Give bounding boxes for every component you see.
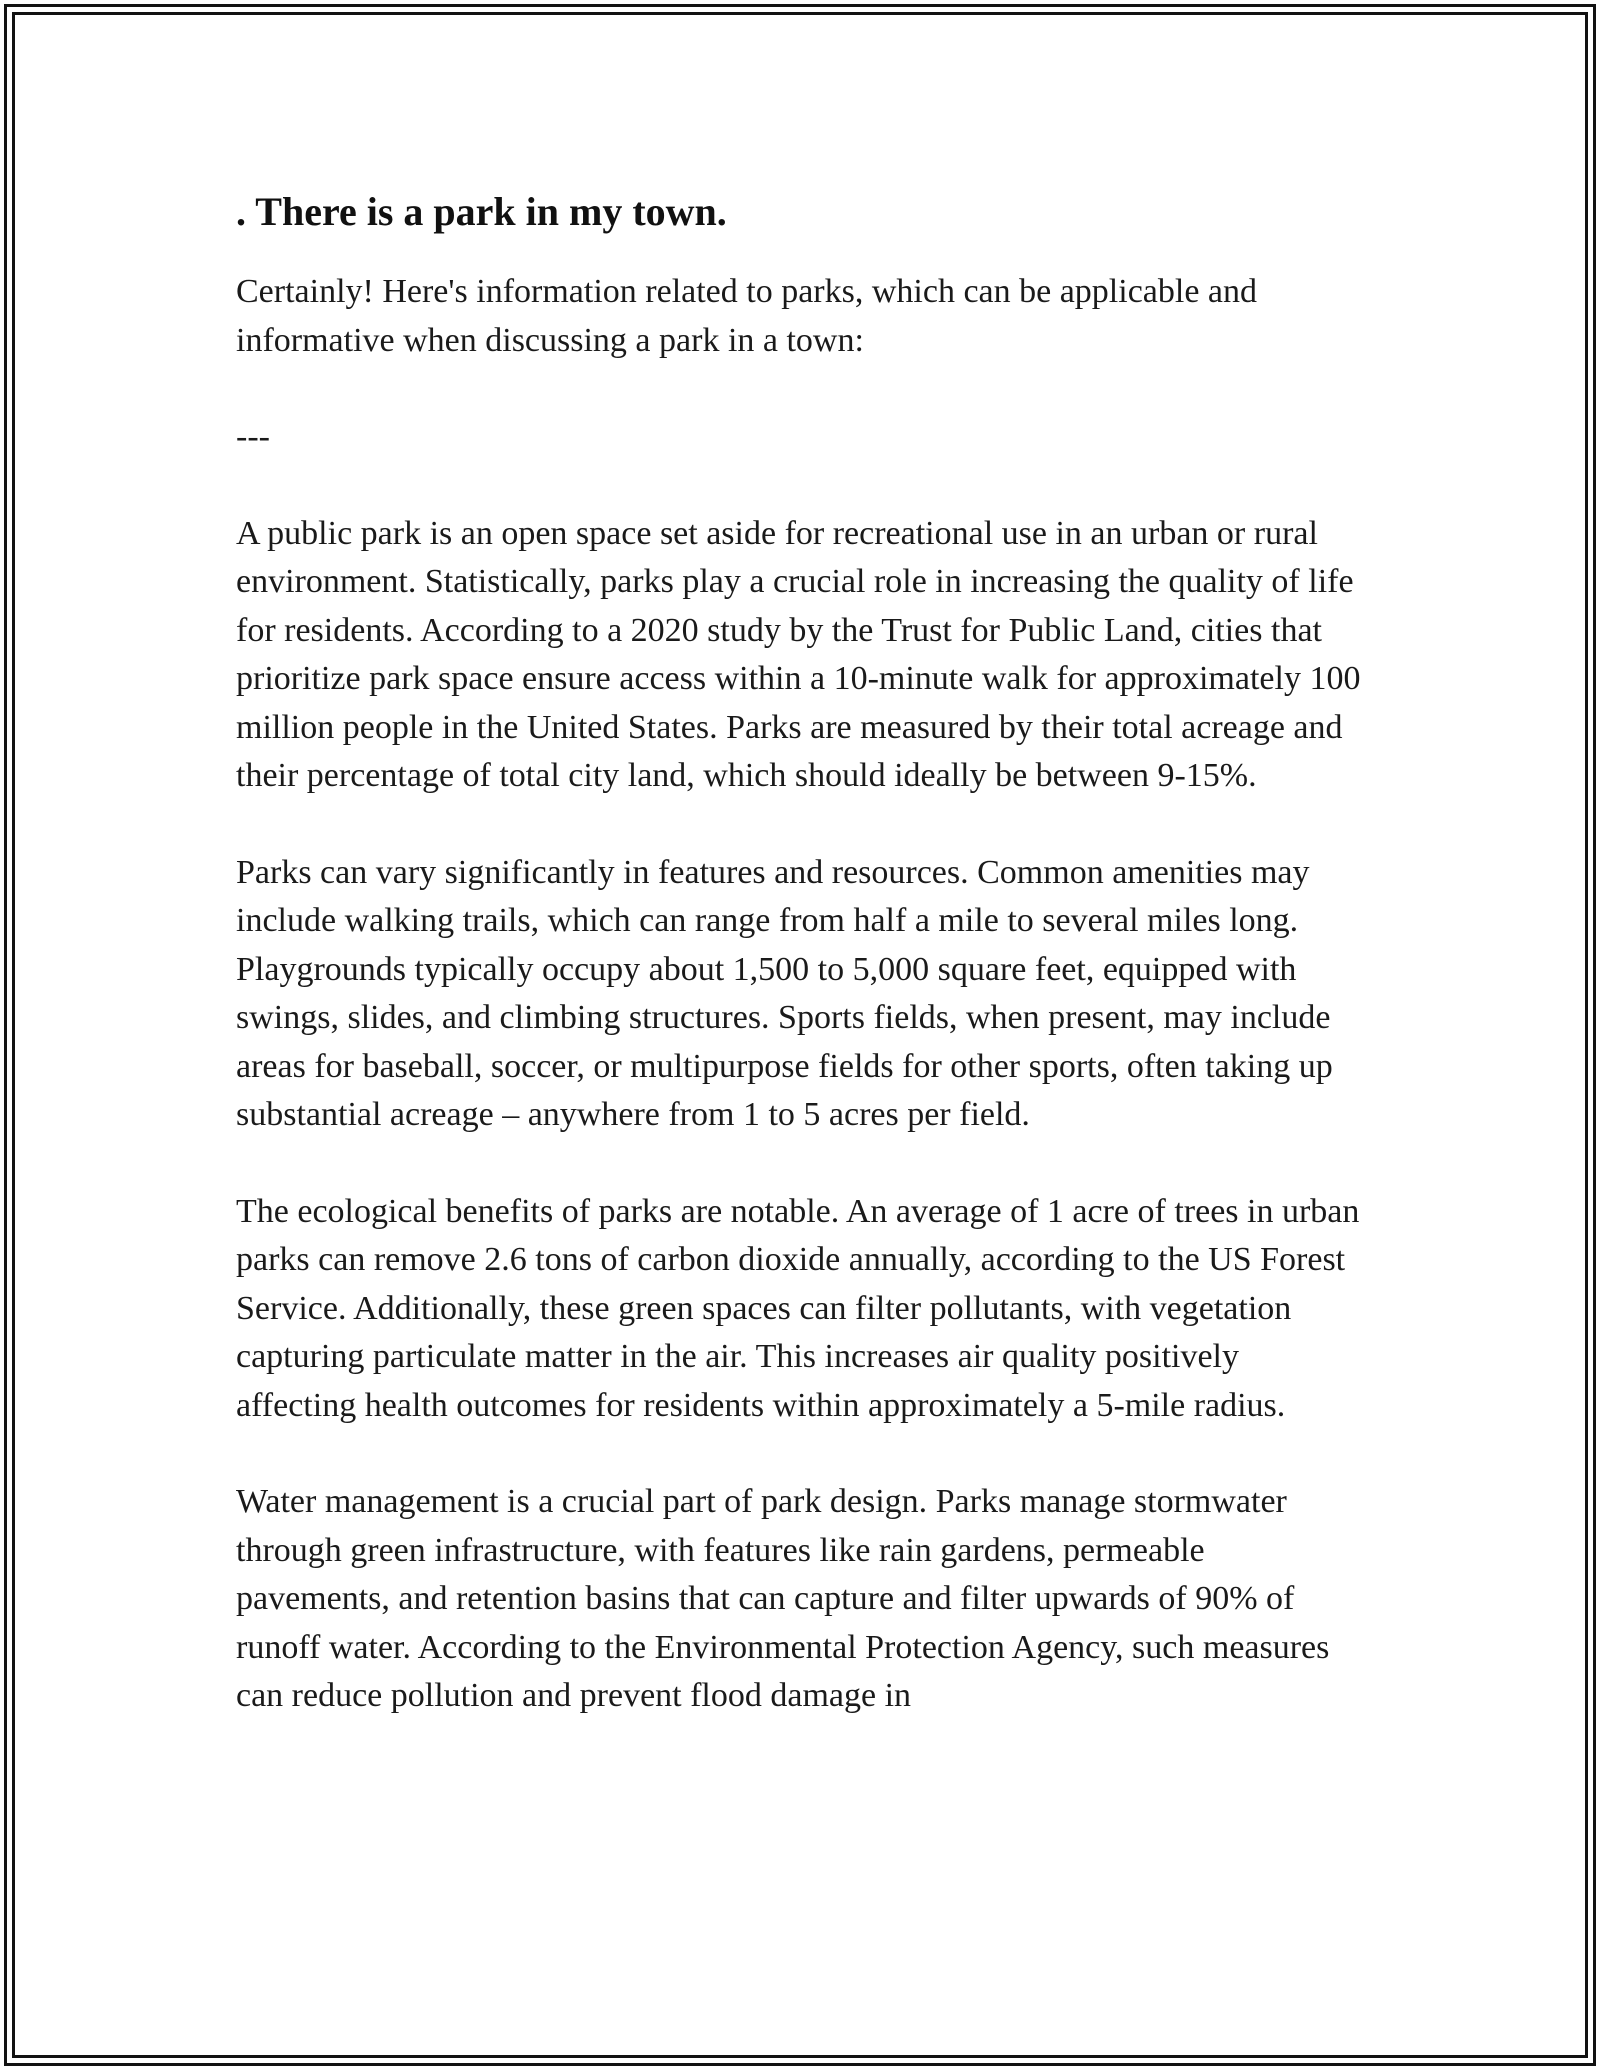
paragraph-definition: A public park is an open space set aside for recreational use in an urban or rural environment. Statistically, parks play a crucial role in increasing the quality of life for residents. According to a 2020 study by the Trust for Public Land, cities that prioritize park space ensure access within a 10-minute walk for approximately 100 million people in the United States. Parks are measured by their total acreage and their percentage of total city land, which should ideally be between 9-15%. — [236, 514, 1361, 794]
paragraph-water: Water management is a crucial part of park design. Parks manage stormwater through green infrastructure, with features like rain gardens, permeable pavements, and retention basins that can capture and filter upwards of 90% of runoff water. According to the Environmental Protection Agency, such measures can reduce pollution and prevent flood damage in — [236, 1483, 1330, 1714]
paragraph-amenities: Parks can vary significantly in features and resources. Common amenities may include walking trails, which can range from half a mile to several miles long. Playgrounds typically occupy about 1,500 to 5,000 square feet, equipped with swings, slides, and climbing structures. Sports fields, when present, may include areas for baseball, soccer, or multipurpose fields for other sports, often taking up substantial acreage – anywhere from 1 to 5 acres per field. — [236, 853, 1333, 1133]
paragraph-ecology: The ecological benefits of parks are notable. An average of 1 acre of trees in urban parks can remove 2.6 tons of carbon dioxide annually, according to the US Forest Service. Additionally, these green spaces can filter pollutants, with vegetation capturing particulate matter in the air. This increases air quality positively affecting health outcomes for residents within approximately a 5-mile radius. — [236, 1192, 1360, 1424]
document-title: . There is a park in my town. — [236, 189, 727, 234]
paragraph-separator: --- — [236, 418, 270, 455]
paragraph-intro: Certainly! Here's information related to parks, which can be applicable and informative when discussing a park in a town: — [236, 273, 1258, 359]
document-body — [236, 186, 1366, 1721]
